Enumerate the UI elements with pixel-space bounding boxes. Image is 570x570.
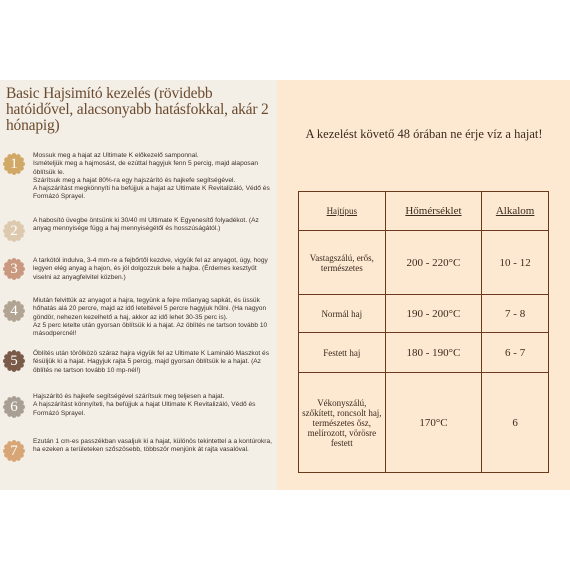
step-number: 2 (10, 223, 18, 239)
step-badge (3, 153, 25, 175)
table-header-row (299, 192, 549, 231)
cell-hair-type: Vastagszálú, erős, természetes (299, 231, 386, 295)
step-line: A hajszárítást megkönnyíti ha befújjuk a hajat az Ultimate K Revitalizáló, Védő és Formázó Sprayel. (33, 185, 270, 201)
step-line: Miután felvittük az anyagot a hajra, tegyünk a fejre műanyag sapkát, és üssük hőhatás alá 20 percre, majd az idő leteltével 5 percre hagyjuk hűlni. (Ha nagyon göndör, nehezen kezelhető a haj, akkor az idő lehet 30-35 perc is). (33, 297, 267, 321)
cell-temperature: 180 - 190°C (385, 333, 482, 373)
header-temperature: Hőmérséklet (385, 192, 482, 231)
cell-times: 6 (482, 373, 549, 473)
page-title: Basic Hajsimító kezelés (rövidebb hatóidővel, alacsonyabb hatásfokkal, akár 2 hónapig) (6, 85, 269, 134)
step-number: 6 (10, 399, 18, 415)
left-page (0, 80, 277, 490)
cell-times: 7 - 8 (482, 295, 549, 333)
step-line: A hajszárítást könnyíteti, ha befújjuk a hajat Ultimate K Revitalizáló, Védő és Formázó Sprayel. (33, 401, 256, 417)
cell-hair-type: Festett haj (299, 333, 386, 373)
step-number: 3 (10, 261, 18, 277)
step-line: Szárítsuk meg a hajat 80%-ra egy hajszárító és hajkefe segítségével. (33, 176, 236, 184)
cell-temperature: 200 - 220°C (385, 231, 482, 295)
step-number: 1 (10, 156, 18, 172)
table-row (299, 231, 549, 295)
notice-text: A kezelést követő 48 órában ne érje víz a hajat! (305, 127, 543, 141)
step-line: Mossuk meg a hajat az Ultimate K előkezelő samponnal. (33, 152, 199, 159)
step-line: A habosító üvegbe öntsünk ki 30/40 ml Ultimate K Egyenesítő folyadékot. (Az anyag mennyisége függ a haj mennyiségétől és hosszúságától.) (33, 217, 259, 233)
step-number: 4 (10, 303, 18, 319)
step-line: Hajszárító és hajkefe segítségével szárítsuk meg teljesen a hajat. (33, 393, 225, 400)
step-number: 7 (10, 443, 18, 459)
step-text (33, 350, 273, 375)
step-badge (3, 440, 25, 462)
step-number: 5 (10, 353, 18, 369)
step-line: Öblítés után törölközö száraz hajra vigyük fel az Ultimate K Lamináló Maszkot és fésüljük ki a hajat. Hagyjuk rajta 5 percig, majd gyorsan öblítsük le a hajat. (Az öblítés ne tartson tovább 10 mp-nél!) (33, 350, 270, 374)
step-badge (3, 396, 25, 418)
step-text (33, 393, 273, 418)
table-row (299, 295, 549, 333)
table-row (299, 333, 549, 373)
step-line: A tarkótól indulva, 3-4 mm-re a fejbőrtől kezdve, vigyük fel az anyagot, úgy, hogy legyen elég anyag a hajon, és jól dolgozzuk bele a hajba. (Érdemes kesztyűt viselni az anyagfelvitel közben.) (33, 257, 268, 281)
step-text (33, 257, 273, 282)
temperature-table (298, 191, 549, 473)
cell-times: 10 - 12 (482, 231, 549, 295)
step-line: Az 5 perc letelte után gyorsan öblítsük ki a hajat. Az öblítés ne tartson tovább 10 másodpercnél! (33, 321, 268, 338)
step-line: Ismételjük meg a hajmosást, de ezúttal hagyjuk fenn 5 percig, majd alaposan öblítsük le. (33, 160, 259, 176)
step-badge (3, 258, 25, 280)
step-badge (3, 350, 25, 372)
step-text (33, 297, 273, 338)
header-hair-type: Hajtípus (299, 192, 386, 231)
step-badge (3, 300, 25, 322)
cell-times: 6 - 7 (482, 333, 549, 373)
cell-temperature: 170°C (385, 373, 482, 473)
step-text (33, 152, 273, 202)
step-text (33, 438, 273, 455)
step-text (33, 217, 273, 234)
step-badge (3, 220, 25, 242)
table-row (299, 373, 549, 473)
step-line: Ezután 1 cm-es passzékban vasaljuk ki a hajat, különös tekintettel a a kontúrokra, ha ezeken a területeken szőszösebb, többször menjünk át rajta vasalóval. (33, 438, 272, 454)
cell-hair-type: Vékonyszálú, szőkített, roncsolt haj, természetes ősz, melírozott, vörösre festett (299, 373, 386, 473)
cell-hair-type: Normál haj (299, 295, 386, 333)
header-times: Alkalom (482, 192, 549, 231)
cell-temperature: 190 - 200°C (385, 295, 482, 333)
